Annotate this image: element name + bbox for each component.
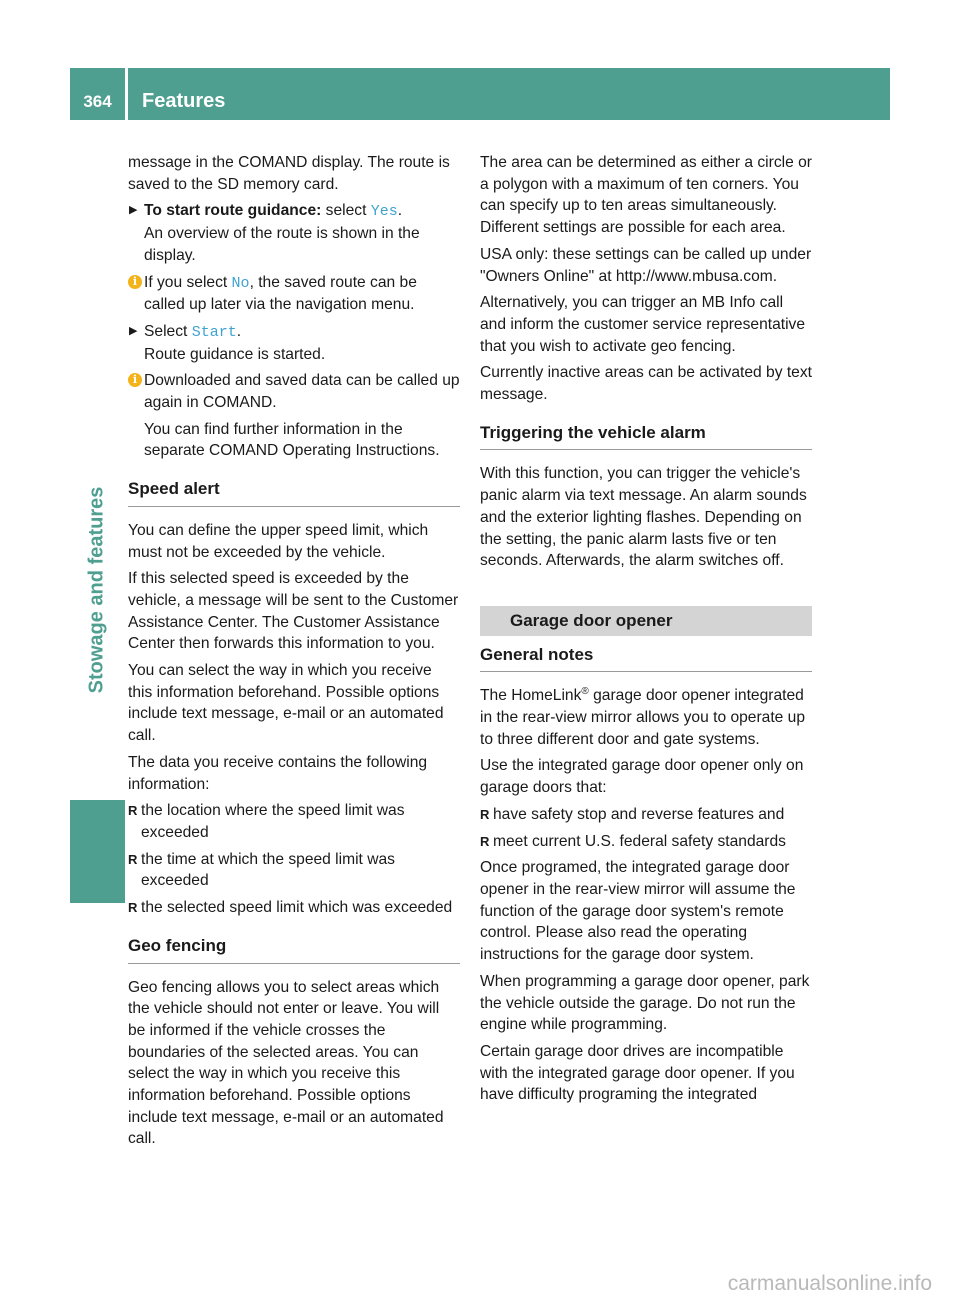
display-code: Start (191, 323, 237, 341)
paragraph: USA only: these settings can be called up under "Owners Online" at http://www.mbusa.com. (480, 245, 812, 285)
list-item (128, 897, 460, 919)
info-icon: i (128, 275, 142, 289)
paragraph: When programming a garage door opener, park the vehicle outside the garage. Do not run the engine while programming. (480, 972, 810, 1034)
paragraph: If this selected speed is exceeded by the vehicle, a message will be sent to the Customer Assistance Center. The Customer Assistance Center then forwards this information to you. (128, 570, 459, 653)
instruction-step (128, 200, 460, 266)
list-item-text: the time at which the speed limit was exceeded (141, 850, 395, 890)
chapter-marker (70, 800, 125, 903)
instruction-text: Select (144, 322, 192, 340)
paragraph (480, 685, 812, 750)
paragraph: Once programed, the integrated garage door opener in the rear-view mirror will assume the function of the garage door system's remote control. Please also read the operating instructions for the garage door system. (480, 859, 796, 964)
geo-fencing-heading: Geo fencing (128, 935, 460, 964)
bullet-r-icon: R (128, 851, 138, 867)
intro-paragraph: message in the COMAND display. The route is saved to the SD memory card. (128, 154, 450, 193)
note-text: Downloaded and saved data can be called up again in COMAND. (144, 372, 460, 412)
note-text: You can find further information in the separate COMAND Operating Instructions. (144, 420, 440, 460)
paragraph: You can define the upper speed limit, which must not be exceeded by the vehicle. (128, 521, 429, 561)
info-note (128, 272, 460, 316)
instruction-text: select (321, 202, 371, 220)
list-item (480, 804, 812, 826)
paragraph: Use the integrated garage door opener only on garage doors that: (480, 757, 804, 797)
paragraph: With this function, you can trigger the vehicle's panic alarm via text message. An alarm sounds and the exterior lighting flashes. Depending on the setting, the panic alarm lasts five or ten seconds. Afterwards, the alarm switches off. (480, 465, 807, 570)
watermark: carmanualsonline.info (727, 1272, 932, 1295)
vehicle-alarm-heading: Triggering the vehicle alarm (480, 422, 812, 451)
list-item-text: the location where the speed limit was exceeded (141, 802, 405, 841)
paragraph: Geo fencing allows you to select areas which the vehicle should not enter or leave. You will be informed if the vehicle crosses the boundaries of the selected areas. You can select the way in which you receive this information beforehand. Possible options include text message, e-mail or an automated call. (128, 978, 444, 1148)
instruction-text: . (236, 322, 242, 340)
paragraph: The data you receive contains the following information: (128, 753, 428, 793)
info-icon: i (128, 373, 142, 387)
paragraph-text: garage door opener integrated in the rear-view mirror allows you to operate up to three different door and gate systems. (480, 687, 806, 748)
registered-mark: ® (581, 686, 589, 698)
info-note (128, 370, 460, 462)
list-item (128, 849, 460, 892)
display-code: No (231, 274, 250, 292)
bullet-r-icon: R (480, 833, 490, 849)
page-header (70, 68, 890, 120)
paragraph: Currently inactive areas can be activated by text message. (480, 364, 812, 404)
list-item-text: the selected speed limit which was exceeded (141, 899, 453, 917)
list-item (128, 800, 460, 843)
section-title-bar (128, 68, 890, 120)
paragraph: The area can be determined as either a circle or a polygon with a maximum of ten corners. You can specify up to ten areas simultaneously. Different settings are possible for each area. (480, 154, 812, 237)
page-number: 364 (83, 92, 112, 111)
note-text: If you select (144, 273, 232, 291)
paragraph-text: The HomeLink (480, 687, 582, 705)
bullet-r-icon: R (128, 803, 138, 819)
arrow-icon: ▶ (129, 324, 138, 337)
paragraph: You can select the way in which you receive this information beforehand. Possible options include text message, e-mail or an automated call. (128, 662, 444, 745)
list-item (480, 831, 812, 853)
paragraph: Alternatively, you can trigger an MB Info call and inform the customer service representative that you wish to activate geo fencing. (480, 294, 806, 355)
instruction-text: . (397, 202, 403, 220)
instruction-step (128, 321, 460, 365)
display-code: Yes (370, 203, 398, 221)
list-item-text: have safety stop and reverse features and (493, 805, 785, 823)
section-title: Features (142, 90, 226, 112)
general-notes-heading: General notes (480, 644, 812, 673)
right-column (480, 152, 812, 1111)
arrow-icon: ▶ (129, 204, 138, 217)
speed-alert-heading: Speed alert (128, 478, 460, 507)
left-column (128, 152, 460, 1155)
instruction-result: An overview of the route is shown in the display. (144, 225, 420, 264)
instruction-label: To start route guidance: (144, 202, 322, 220)
chapter-sidebar (70, 125, 125, 1258)
paragraph: Certain garage door drives are incompatible with the integrated garage door opener. If you have difficulty programing the integrated (480, 1042, 795, 1104)
chapter-label: Stowage and features (85, 486, 108, 694)
note-text: , the saved route can be called up later via the navigation menu. (144, 273, 417, 314)
bullet-r-icon: R (128, 900, 138, 916)
instruction-result: Route guidance is started. (144, 345, 326, 363)
bullet-r-icon: R (480, 806, 490, 822)
list-item-text: meet current U.S. federal safety standards (493, 832, 786, 850)
garage-door-opener-title: Garage door opener (480, 606, 812, 636)
page-number-box (70, 68, 125, 120)
